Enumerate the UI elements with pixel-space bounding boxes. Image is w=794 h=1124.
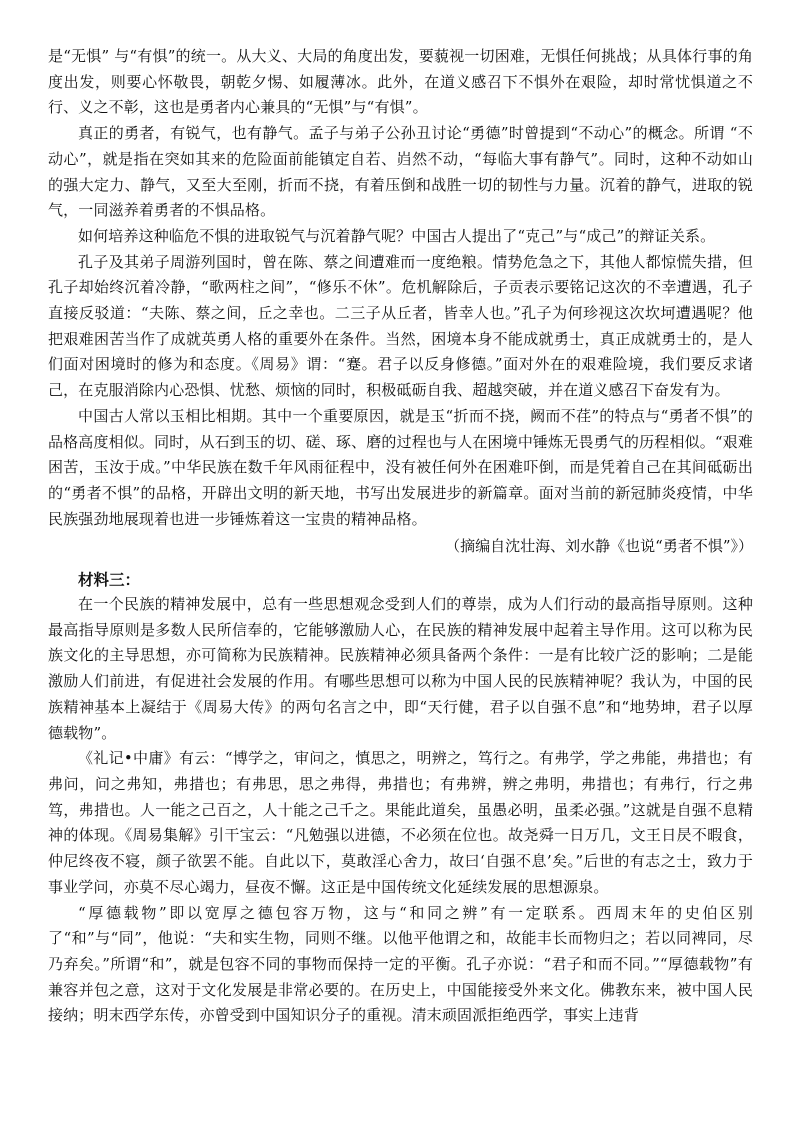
document-page	[48, 44, 753, 1029]
material2-paragraph-continued: 是“无惧” 与“有惧”的统一。从大义、大局的角度出发，要藐视一切困难，无惧任何挑战；从具体行事的角度出发，则要心怀敬畏，朝乾夕惕、如履薄冰。此外，在道义感召下不惧外在艰险，却时常忧惧道之不行、义之不彰，这也是勇者内心兼具的“无惧”与“有惧”。	[48, 47, 753, 117]
material2-source: （摘编自沈壮海、刘水静《也说“勇者不惧”》）	[445, 537, 753, 556]
material3-paragraph-national-spirit: 在一个民族的精神发展中，总有一些思想观念受到人们的尊崇，成为人们行动的最高指导原则。这种最高指导原则是多数人民所信奉的，它能够激励人心，在民族的精神发展中起着主导作用。这可以称为民族文化的主导思想，亦可简称为民族精神。民族精神必须具备两个条件：一是有比较广泛的影响；二是能激励人们前进，有促进社会发展的作用。有哪些思想可以称为中国人民的民族精神呢？我认为，中国的民族精神基本上凝结于《周易大传》的两句名言之中，即“天行健，君子以自强不息”和“地势坤，君子以厚德载物”。	[48, 595, 753, 742]
material2-paragraph-question: 如何培养这种临危不惧的进取锐气与沉着静气呢？中国古人提出了“克己”与“成己”的辩证关系。	[78, 226, 716, 245]
material2-paragraph-jade: 中国古人常以玉相比相期。其中一个重要原因，就是玉“折而不挠，阙而不荏”的特点与“勇者不惧”的品格高度相似。同时，从石到玉的切、磋、琢、磨的过程也与人在困境中锤炼无畏勇气的历程相似。“艰难困苦，玉汝于成。”中华民族在数千年风雨征程中，没有被任何外在困难吓倒，而是凭着自己在其间砥砺出的“勇者不惧”的品格，开辟出文明的新天地，书写出发展进步的新篇章。面对当前的新冠肺炎疫情，中华民族强劲地展现着也进一步锤炼着这一宝贵的精神品格。	[48, 406, 753, 528]
material3-title: 材料三：	[78, 571, 141, 590]
material3-paragraph-self-strengthening: 《礼记•中庸》有云：“博学之，审问之，慎思之，明辨之，笃行之。有弗学，学之弗能，弗措也；有弗问，问之弗知，弗措也；有弗思，思之弗得，弗措也；有弗辨，辨之弗明，弗措也；有弗行，行之弗笃，弗措也。人一能之己百之，人十能之己千之。果能此道矣，虽愚必明，虽柔必强。”这就是自强不息精神的体现。《周易集解》引干宝云：“凡勉强以进德，不必须在位也。故尧舜一日万几，文王日昃不暇食，仲尼终夜不寝，颜子欲罢不能。自此以下，莫敢淫心舍力，故曰‘自强不息’矣。”后世的有志之士，致力于事业学问，亦莫不尽心竭力，昼夜不懈。这正是中国传统文化延续发展的思想源泉。	[48, 749, 753, 896]
material3-paragraph-virtue: “厚德载物”即以宽厚之德包容万物，这与“和同之辨”有一定联系。西周末年的史伯区别了“和”与“同”，他说：“夫和实生物，同则不继。以他平他谓之和，故能丰长而物归之；若以同裨同，尽乃弃矣。”所谓“和”，就是包容不同的事物而保持一定的平衡。孔子亦说：“君子和而不同。”“厚德载物”有兼容并包之意，这对于文化发展是非常必要的。在历史上，中国能接受外来文化。佛教东来，被中国人民接纳；明末西学东传，亦曾受到中国知识分子的重视。清末顽固派拒绝西学，事实上违背	[48, 903, 753, 1025]
material2-paragraph-confucius: 孔子及其弟子周游列国时，曾在陈、蔡之间遭难而一度绝粮。情势危急之下，其他人都惊慌失措，但孔子却始终沉着冷静，“歌两柱之间”，“修乐不休”。危机解除后，子贡表示要铭记这次的不幸遭遇，孔子直接反驳道：“夫陈、蔡之间，丘之幸也。二三子从丘者，皆幸人也。”孔子为何珍视这次坎坷遭遇呢？他把艰难困苦当作了成就英勇人格的重要外在条件。当然，困境本身不能成就勇士，真正成就勇士的，是人们面对困境时的修为和态度。《周易》谓：“蹇。君子以反身修德。”面对外在的艰难险境，我们要反求诸己，在克服消除内心恐惧、忧愁、烦恼的同时，积极砥砺自我、超越突破，并在道义感召下奋发有为。	[48, 252, 753, 400]
material2-paragraph-calm-courage: 真正的勇者，有锐气，也有静气。孟子与弟子公孙丑讨论“勇德”时曾提到“不动心”的概念。所谓 “不动心”，就是指在突如其来的危险面前能镇定自若、岿然不动，“每临大事有静气”。同时，这种不动如山的强大定力、静气，又至大至刚，折而不挠，有着压倒和战胜一切的韧性与力量。沉着的静气，进取的锐气，一同滋养着勇者的不惧品格。	[48, 124, 753, 220]
